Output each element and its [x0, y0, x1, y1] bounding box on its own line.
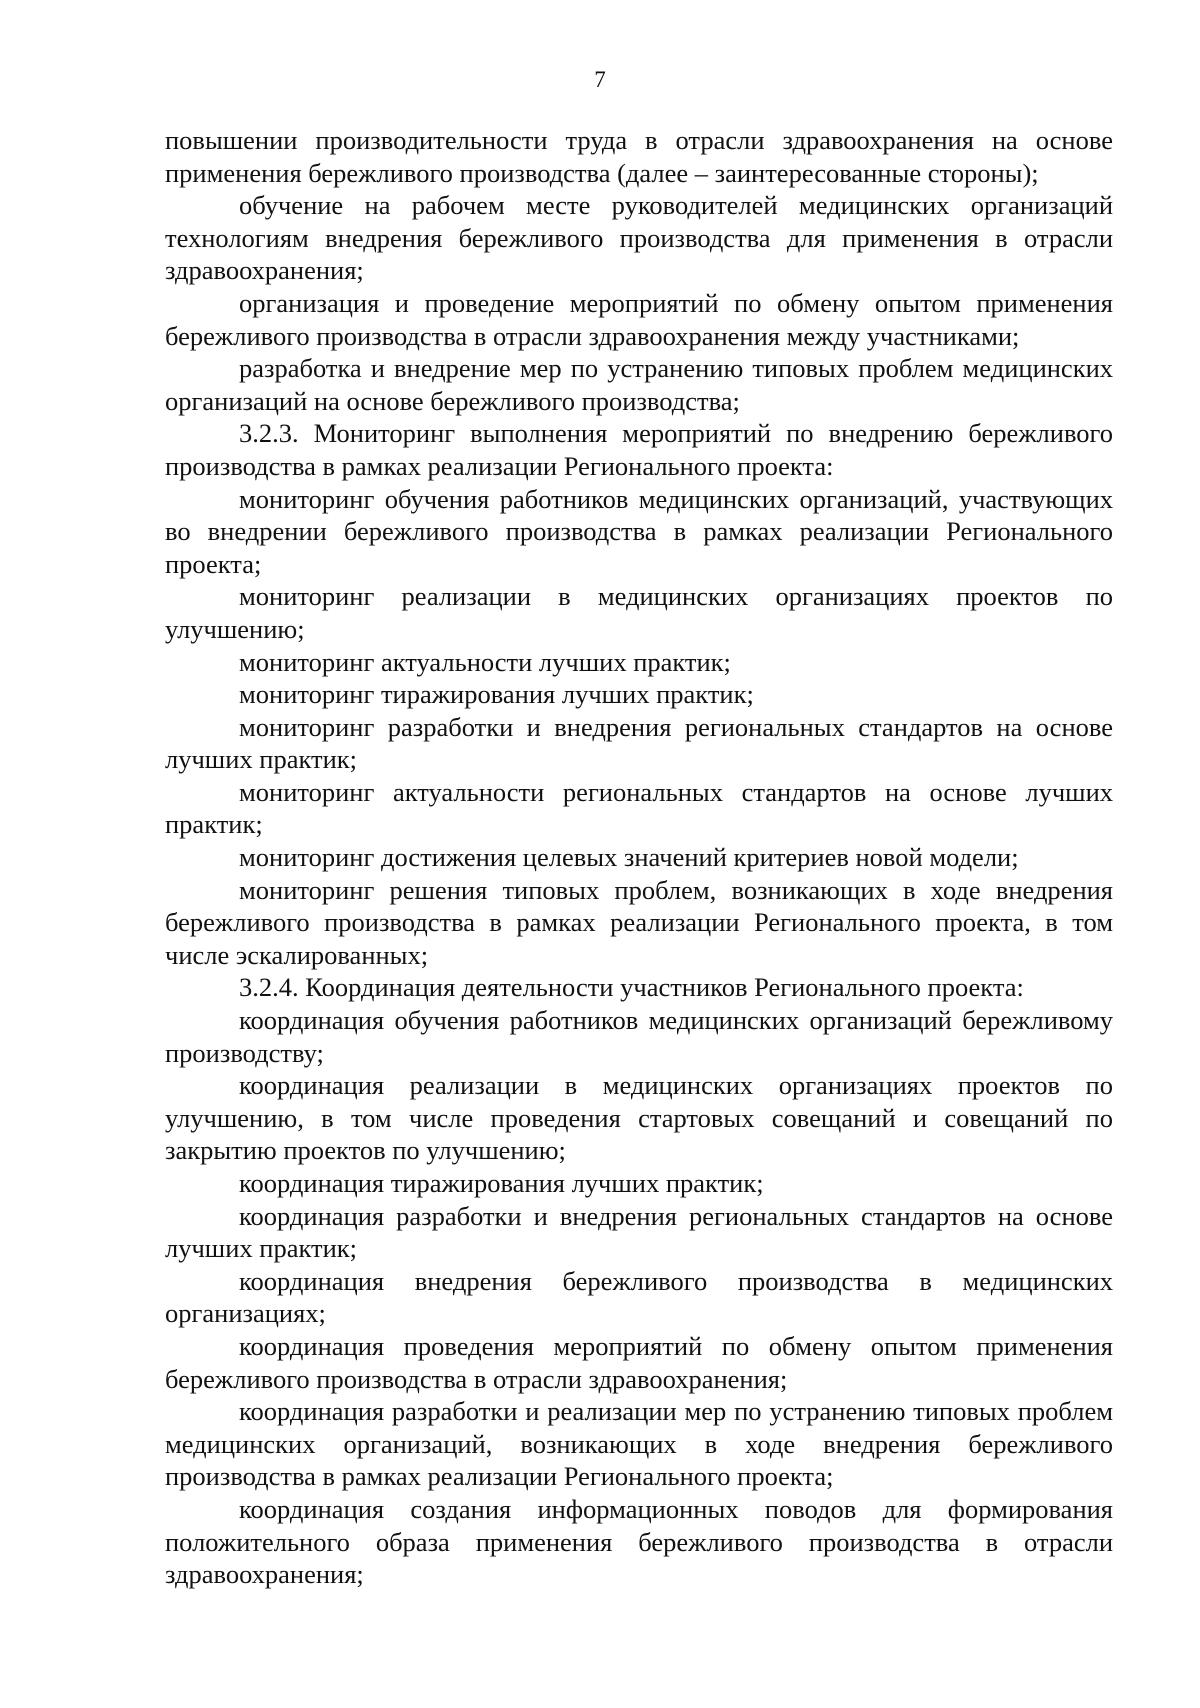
paragraph-item: координация внедрения бережливого производства в медицинских организациях; [165, 1265, 1113, 1329]
paragraph-item: координация разработки и внедрения региональных стандартов на основе лучших практик; [165, 1200, 1113, 1264]
paragraph-item: мониторинг актуальности лучших практик; [239, 646, 731, 677]
section-heading-3-2-3: 3.2.3. Мониторинг выполнения мероприятий по внедрению бережливого производства в рамках реализации Регионального проекта: [165, 418, 1113, 481]
paragraph-item: мониторинг реализации в медицинских организациях проектов по улучшению; [165, 581, 1113, 644]
paragraph-item: координация тиражирования лучших практик; [239, 1168, 764, 1198]
paragraph-continuation: повышении производительности труда в отрасли здравоохранения на основе применения бережливого производства (далее – заинтересованные стороны); [165, 125, 1113, 188]
paragraph-item: мониторинг разработки и внедрения региональных стандартов на основе лучших практик; [165, 711, 1113, 775]
paragraph-item: разработка и внедрение мер по устранению типовых проблем медицинских организаций на основе бережливого производства; [165, 353, 1113, 416]
paragraph-item: координация реализации в медицинских организациях проектов по улучшению, в том числе проведения стартовых совещаний и совещаний по закрытию проектов по улучшению; [165, 1070, 1113, 1166]
paragraph-item: обучение на рабочем месте руководителей медицинских организаций технологиям внедрения бережливого производства для применения в отрасли здравоохранения; [165, 190, 1113, 286]
document-body [165, 124, 1113, 1591]
paragraph-item: координация проведения мероприятий по обмену опытом применения бережливого производства в отрасли здравоохранения; [165, 1330, 1113, 1394]
page-number: 7 [594, 67, 606, 92]
paragraph-item: координация обучения работников медицинских организаций бережливому производству; [165, 1005, 1113, 1068]
paragraph-item: координация разработки и реализации мер по устранению типовых проблем медицинских организаций, возникающих в ходе внедрения бережливого производства в рамках реализации Регионального проекта; [165, 1396, 1113, 1492]
paragraph-item: мониторинг достижения целевых значений критериев новой модели; [239, 842, 1019, 873]
paragraph-item: организация и проведение мероприятий по обмену опытом применения бережливого производства в отрасли здравоохранения между участниками; [165, 287, 1113, 351]
paragraph-item: мониторинг решения типовых проблем, возникающих в ходе внедрения бережливого производства в рамках реализации Регионального проекта, в том числе эскалированных; [165, 874, 1113, 970]
paragraph-item: мониторинг обучения работников медицинских организаций, участвующих во внедрении бережливого производства в рамках реализации Регионального проекта; [165, 483, 1113, 579]
paragraph-item: мониторинг тиражирования лучших практик; [239, 679, 754, 710]
paragraph-item: мониторинг актуальности региональных стандартов на основе лучших практик; [165, 776, 1113, 840]
section-heading-3-2-4: 3.2.4. Координация деятельности участников Регионального проекта: [239, 972, 1024, 1003]
paragraph-item: координация создания информационных поводов для формирования положительного образа применения бережливого производства в отрасли здравоохранения; [165, 1493, 1113, 1590]
